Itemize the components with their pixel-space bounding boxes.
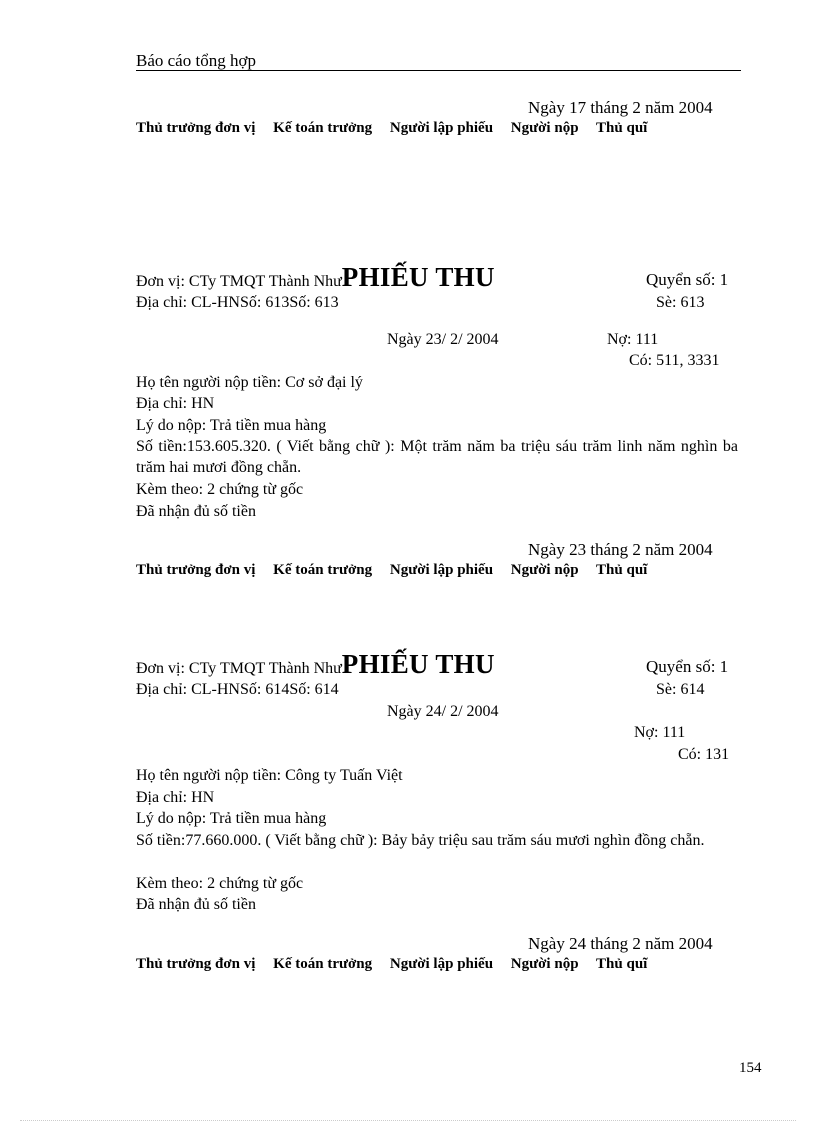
signature-chief-accountant: Kế toán trưởng [273,956,373,972]
signature-payer: Người nộp [510,956,579,972]
signature-director: Thủ trưởng đơn vị [136,120,256,136]
signature-preparer: Người lập phiếu [389,956,494,972]
signature-cashier: Thủ quĩ [596,562,648,578]
payment-reason: Lý do nộp: Trả tiền mua hàng [136,810,327,827]
se-number: Sè: 614 [656,681,705,698]
signature-preparer: Người lập phiếu [389,120,494,136]
unit-label: Đơn vị: CTy TMQT Thành Như [136,660,342,677]
address-line: Địa chỉ: CL-HNSố: 613Số: 613 [136,294,339,311]
signature-payer: Người nộp [510,120,579,136]
se-number: Sè: 613 [656,294,705,311]
header-title: Báo cáo tổng hợp [136,51,256,70]
amount-text: Số tiền:153.605.320. ( Viết bằng chữ ): Một trăm năm ba triệu sáu trăm linh năm nghìn ba trăm hai mươi đồng chẵn. [136,438,738,476]
attachments: Kèm theo: 2 chứng từ gốc [136,481,304,498]
received-note: Đã nhận đủ số tiền [136,896,256,913]
address-line: Địa chỉ: CL-HNSố: 614Số: 614 [136,681,339,698]
debit-account: Nợ: 111 [607,331,659,348]
date-line: Ngày 24 tháng 2 năm 2004 [528,934,713,953]
signature-preparer: Người lập phiếu [389,562,494,578]
credit-account: Có: 131 [678,746,730,763]
unit-line [136,649,495,679]
page-bottom-rule [20,1120,796,1121]
receipt-title: PHIẾU THU [341,649,495,679]
header-rule [136,70,741,71]
signature-line [136,560,661,581]
signature-director: Thủ trưởng đơn vị [136,562,256,578]
signature-payer: Người nộp [510,562,579,578]
page-number: 154 [739,1060,762,1076]
payer-address: Địa chỉ: HN [136,395,215,412]
signature-chief-accountant: Kế toán trưởng [273,562,373,578]
date-line: Ngày 17 tháng 2 năm 2004 [528,98,713,117]
receipt-date: Ngày 24/ 2/ 2004 [387,703,499,720]
payer-address: Địa chỉ: HN [136,789,215,806]
date-line: Ngày 23 tháng 2 năm 2004 [528,540,713,559]
debit-account: Nợ: 111 [634,724,686,741]
signature-cashier: Thủ quĩ [596,120,648,136]
signature-cashier: Thủ quĩ [596,956,648,972]
receipt-title: PHIẾU THU [341,262,495,292]
payer-name: Họ tên người nộp tiền: Công ty Tuấn Việt [136,767,403,784]
amount-text: Số tiền:77.660.000. ( Viết bằng chữ ): Bảy bảy triệu sau trăm sáu mươi nghìn đồng chẵn. [136,832,705,849]
receipt-date: Ngày 23/ 2/ 2004 [387,331,499,348]
received-note: Đã nhận đủ số tiền [136,503,256,520]
unit-label: Đơn vị: CTy TMQT Thành Như [136,273,342,290]
signature-chief-accountant: Kế toán trưởng [273,120,373,136]
book-number: Quyển số: 1 [646,657,729,676]
signature-line [136,954,661,975]
credit-account: Có: 511, 3331 [629,352,720,369]
book-number: Quyển số: 1 [646,270,729,289]
signature-director: Thủ trưởng đơn vị [136,956,256,972]
signature-line [136,118,661,139]
payer-name: Họ tên người nộp tiền: Cơ sở đại lý [136,374,363,391]
payment-reason: Lý do nộp: Trả tiền mua hàng [136,417,327,434]
unit-line [136,262,495,292]
attachments: Kèm theo: 2 chứng từ gốc [136,875,304,892]
